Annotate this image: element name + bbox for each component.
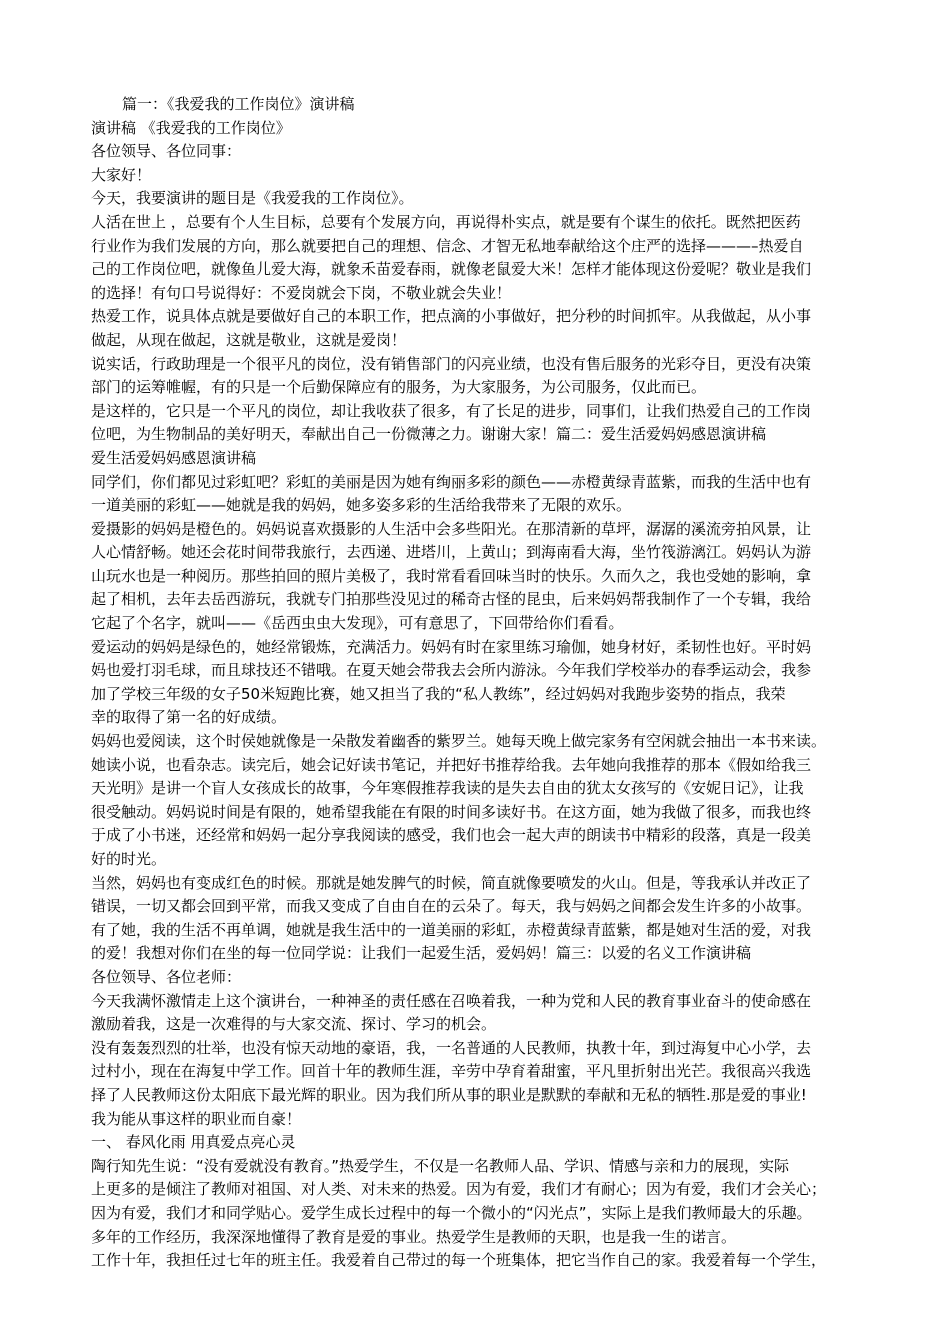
text-line: 位吧，为生物制品的美好明天，奉献出自己一份微薄之力。谢谢大家！篇二：爱生活爱妈妈感恩演讲稿 <box>91 425 767 444</box>
text-line: 爱摄影的妈妈是橙色的。妈妈说喜欢摄影的人生活中会多些阳光。在那清新的草坪，潺潺的溪流旁拍风景，让 <box>91 519 812 538</box>
text-line: 妈妈也爱阅读，这个时侯她就像是一朵散发着幽香的紫罗兰。她每天晚上做完家务有空闲就会抽出一本书来读。 <box>91 732 827 751</box>
text-line: 爱运动的妈妈是绿色的，她经常锻炼，充满活力。妈妈有时在家里练习瑜伽，她身材好，柔韧性也好。平时妈 <box>91 637 812 656</box>
text-line: 幸的取得了第一名的好成绩。 <box>91 708 287 727</box>
text-line: 人心情舒畅。她还会花时间带我旅行，去西递、进塔川，上黄山；到海南看大海，坐竹筏游漓江。妈妈认为游 <box>91 543 812 562</box>
text-line: 激励着我，这是一次难得的与大家交流、探讨、学习的机会。 <box>91 1015 497 1034</box>
text-line: 热爱工作，说具体点就是要做好自己的本职工作，把点滴的小事做好，把分秒的时间抓牢。从我做起，从小事 <box>91 307 812 326</box>
text-line: 错误，一切又都会回到平常，而我又变成了自由自在的云朵了。每天，我与妈妈之间都会发生许多的小故事。 <box>91 897 812 916</box>
text-line: 的爱！我想对你们在坐的每一位同学说：让我们一起爱生活，爱妈妈！篇三：以爱的名义工作演讲稿 <box>91 944 752 963</box>
text-line: 我为能从事这样的职业而自豪！ <box>91 1109 302 1128</box>
text-line: 没有轰轰烈烈的壮举，也没有惊天动地的豪语，我，一名普通的人民教师，执教十年，到过海复中心小学，去 <box>91 1038 812 1057</box>
text-line: 天光明》是讲一个盲人女孩成长的故事，今年寒假推荐我读的是失去自由的犹太女孩写的《安妮日记》，让我 <box>91 779 804 798</box>
text-line: 各位领导、各位老师： <box>91 967 242 986</box>
text-line: 同学们，你们都见过彩虹吧？彩虹的美丽是因为她有绚丽多彩的颜色——赤橙黄绿青蓝紫，而我的生活中也有 <box>91 472 812 491</box>
text-line: 因为有爱，我们才和同学贴心。爱学生成长过程中的每一个微小的“闪光点”，实际上是我们教师最大的乐趣。 <box>91 1203 812 1222</box>
text-line: 有了她，我的生活不再单调，她就是我生活中的一道美丽的彩虹，赤橙黄绿青蓝紫，都是她对生活的爱，对我 <box>91 920 812 939</box>
text-line: 己的工作岗位吧，就像鱼儿爱大海，就象禾苗爱春雨，就像老鼠爱大米！怎样才能体现这份爱呢？敬业是我们 <box>91 260 812 279</box>
text-line: 择了人民教师这份太阳底下最光辉的职业。因为我们所从事的职业是默默的奉献和无私的牺牲.那是爱的事业! <box>91 1085 807 1104</box>
text-line: 大家好！ <box>91 165 152 184</box>
text-line: 过村小，现在在海复中学工作。回首十年的教师生涯，辛劳中孕育着甜蜜，平凡里折射出光芒。我很高兴我选 <box>91 1062 812 1081</box>
text-line: 行业作为我们发展的方向，那么就要把自己的理想、信念、才智无私地奉献给这个庄严的选择———–热爱自 <box>91 236 804 255</box>
text-line: 做起，从现在做起，这就是敬业，这就是爱岗！ <box>91 330 407 349</box>
text-line: 今天，我要演讲的题目是《我爱我的工作岗位》。 <box>91 189 414 208</box>
text-line: 部门的运筹帷幄，有的只是一个后勤保障应有的服务，为大家服务，为公司服务，仅此而已。 <box>91 378 707 397</box>
section-heading: 一、 春风化雨 用真爱点亮心灵 <box>91 1133 296 1152</box>
text-line: 各位领导、各位同事： <box>91 142 242 161</box>
text-line: 当然，妈妈也有变成红色的时候。那就是她发脾气的时候，简直就像要喷发的火山。但是，等我承认并改正了 <box>91 873 812 892</box>
text-line: 加了学校三年级的女子50米短跑比赛，她又担当了我的“私人教练”，经过妈妈对我跑步姿势的指点，我荣 <box>91 684 786 703</box>
text-line: 是这样的，它只是一个平凡的岗位，却让我收获了很多，有了长足的进步，同事们，让我们热爱自己的工作岗 <box>91 401 812 420</box>
text-line: 妈也爱打羽毛球，而且球技还不错哦。在夏天她会带我去会所内游泳。今年我们学校举办的春季运动会，我参 <box>91 661 812 680</box>
text-line: 好的时光。 <box>91 850 167 868</box>
text-line: 工作十年，我担任过七年的班主任。我爱着自己带过的每一个班集体，把它当作自己的家。我爱着每一个学生， <box>91 1251 827 1270</box>
text-line: 多年的工作经历，我深深地懂得了教育是爱的事业。热爱学生是教师的天职，也是我一生的诺言。 <box>91 1227 737 1246</box>
text-line: 人活在世上 ，总要有个人生目标，总要有个发展方向，再说得朴实点，就是要有个谋生的依托。既然把医药 <box>91 212 801 231</box>
text-line: 起了相机，去年去岳西游玩，我就专门拍那些没见过的稀奇古怪的昆虫，后来妈妈帮我制作了一个专辑，我给 <box>91 590 812 609</box>
text-line: 很受触动。妈妈说时间是有限的，她希望我能在有限的时间多读好书。在这方面，她为我做了很多，而我也终 <box>91 802 812 821</box>
text-line: 它起了个名字，就叫——《岳西虫虫大发现》，可有意思了，下回带给你们看看。 <box>91 614 624 633</box>
text-line: 的选择！有句口号说得好：不爱岗就会下岗，不敬业就会失业！ <box>91 283 512 302</box>
text-line: 上更多的是倾注了教师对祖国、对人类、对未来的热爱。因为有爱，我们才有耐心；因为有爱，我们才会关心； <box>91 1180 827 1199</box>
text-line: 她读小说，也看杂志。读完后，她会记好读书笔记，并把好书推荐给我。去年她向我推荐的那本《假如给我三 <box>91 755 812 774</box>
text-line: 爱生活爱妈妈感恩演讲稿 <box>91 448 257 467</box>
text-line: 一道美丽的彩虹——她就是我的妈妈，她多姿多彩的生活给我带来了无限的欢乐。 <box>91 496 632 515</box>
document-body <box>91 93 871 1273</box>
heading-part-one: 篇一：《我爱我的工作岗位》演讲稿 <box>122 95 355 113</box>
text-line: 今天我满怀激情走上这个演讲台，一种神圣的责任感在召唤着我，一种为党和人民的教育事业奋斗的使命感在 <box>91 991 812 1010</box>
text-line: 于成了小书迷，还经常和妈妈一起分享我阅读的感受，我们也会一起大声的朗读书中精彩的段落，真是一段美 <box>91 826 812 845</box>
text-line: 演讲稿 《我爱我的工作岗位》 <box>91 118 291 137</box>
text-line: 山玩水也是一种阅历。那些拍回的照片美极了，我时常看看回味当时的快乐。久而久之，我也受她的影响，拿 <box>91 566 812 585</box>
text-line: 说实话，行政助理是一个很平凡的岗位，没有销售部门的闪亮业绩，也没有售后服务的光彩夺目，更没有决策 <box>91 354 812 373</box>
text-line: 陶行知先生说：“没有爱就没有教育。”热爱学生，不仅是一名教师人品、学识、情感与亲和力的展现，实际 <box>91 1156 790 1175</box>
